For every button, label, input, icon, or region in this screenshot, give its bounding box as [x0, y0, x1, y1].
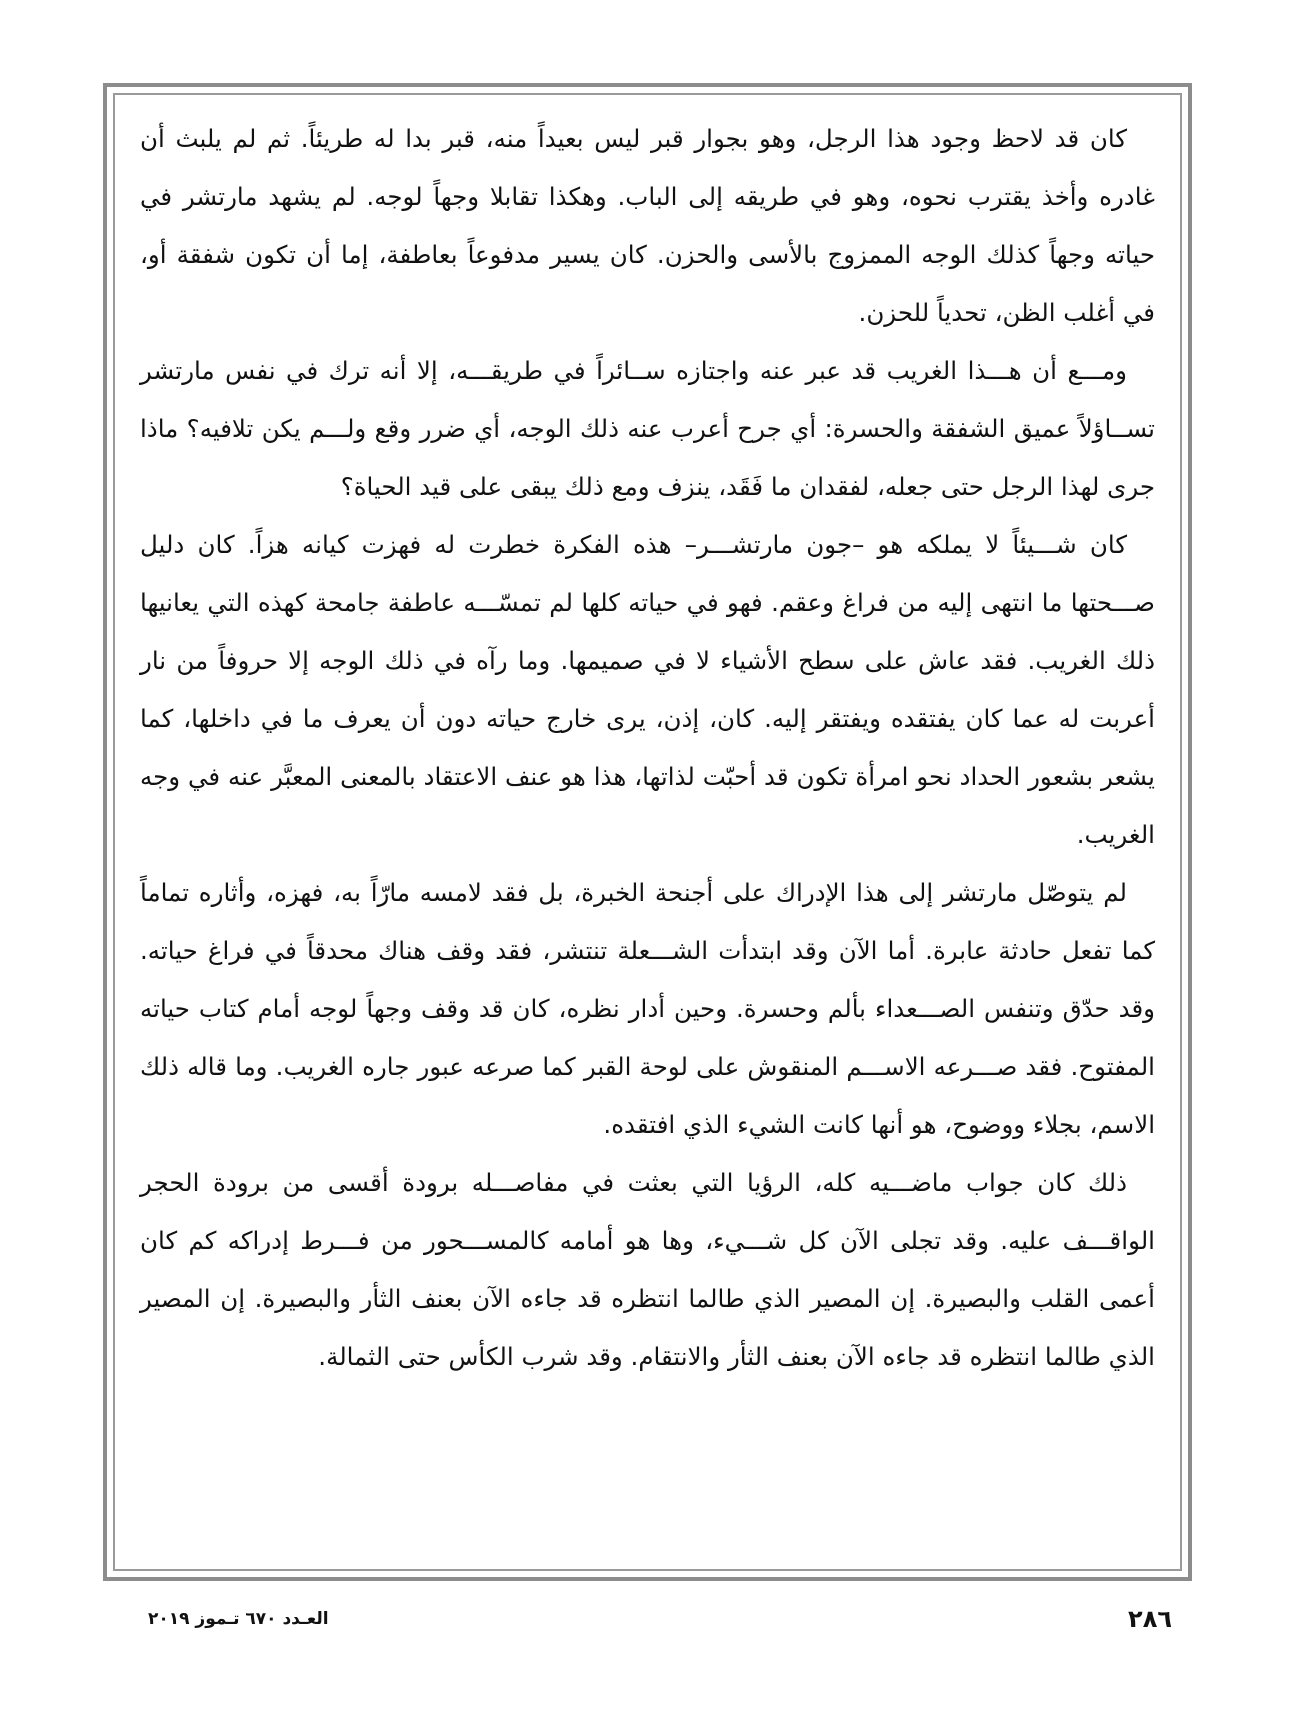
article-paragraph-5: ذلك كان جواب ماضـــيه كله، الرؤيا التي بعثت في مفاصـــله برودة أقسى من برودة الحجر الواقـــف عليه. وقد تجلى الآن كل شـــيء، وها هو أمامه كالمســـحور من فـــرط إدراكه كم كان أعمى القلب والبصيرة. إن المصير الذي طالما انتظره قد جاءه الآن بعنف الثأر والبصيرة. إن المصير الذي طالما انتظره قد جاءه الآن بعنف الثأر والانتقام. وقد شرب الكأس حتى الثمالة. [140, 1168, 1155, 1371]
article-paragraph-4: لم يتوصّل مارتشر إلى هذا الإدراك على أجنحة الخبرة، بل فقد لامسه مارّاً به، فهزه، وأثاره تماماً كما تفعل حادثة عابرة. أما الآن وقد ابتدأت الشـــعلة تنتشر، فقد وقف هناك محدقاً في فراغ حياته. وقد حدّق وتنفس الصـــعداء بألم وحسرة. وحين أدار نظره، كان قد وقف وجهاً لوجه أمام كتاب حياته المفتوح. فقد صـــرعه الاســـم المنقوش على لوحة القبر كما صرعه عبور جاره الغريب. وما قاله ذلك الاسم، بجلاء ووضوح، هو أنها كانت الشيء الذي افتقده. [140, 878, 1155, 1139]
article-body [140, 110, 1155, 1386]
article-paragraph-2: ومـــع أن هـــذا الغريب قد عبر عنه واجتازه ســائراً في طريقـــه، إلا أنه ترك في نفس مارتشر تســاؤلاً عميق الشفقة والحسرة: أي جرح أعرب عنه ذلك الوجه، أي ضرر وقع ولـــم يكن تلافيه؟ ماذا جرى لهذا الرجل حتى جعله، لفقدان ما فَقَد، ينزف ومع ذلك يبقى على قيد الحياة؟ [140, 356, 1155, 501]
issue-info: العـدد ٦٧٠ تـموز ٢٠١٩ [148, 1609, 329, 1629]
page-number: ٢٨٦ [1128, 1605, 1172, 1633]
article-paragraph-3: كان شـــيئاً لا يملكه هو –جون مارتشـــر– هذه الفكرة خطرت له فهزت كيانه هزاً. كان دليل صـــحتها ما انتهى إليه من فراغ وعقم. فهو في حياته كلها لم تمسّـــه عاطفة جامحة كهذه التي يعانيها ذلك الغريب. فقد عاش على سطح الأشياء لا في صميمها. وما رآه في ذلك الوجه إلا حروفاً من نار أعربت له عما كان يفتقده ويفتقر إليه. كان، إذن، يرى خارج حياته دون أن يعرف ما في داخلها، كما يشعر بشعور الحداد نحو امرأة تكون قد أحبّت لذاتها، هذا هو عنف الاعتقاد بالمعنى المعبَّر عنه في وجه الغريب. [140, 530, 1155, 849]
page-footer [103, 1605, 1192, 1635]
article-paragraph-1: كان قد لاحظ وجود هذا الرجل، وهو بجوار قبر ليس بعيداً منه، قبر بدا له طريئاً. ثم لم يلبث أن غادره وأخذ يقترب نحوه، وهو في طريقه إلى الباب. وهكذا تقابلا وجهاً لوجه. لم يشهد مارتشر في حياته وجهاً كذلك الوجه الممزوج بالأسى والحزن. كان يسير مدفوعاً بعاطفة، إما أن تكون شفقة أو، في أغلب الظن، تحدياً للحزن. [140, 124, 1155, 327]
